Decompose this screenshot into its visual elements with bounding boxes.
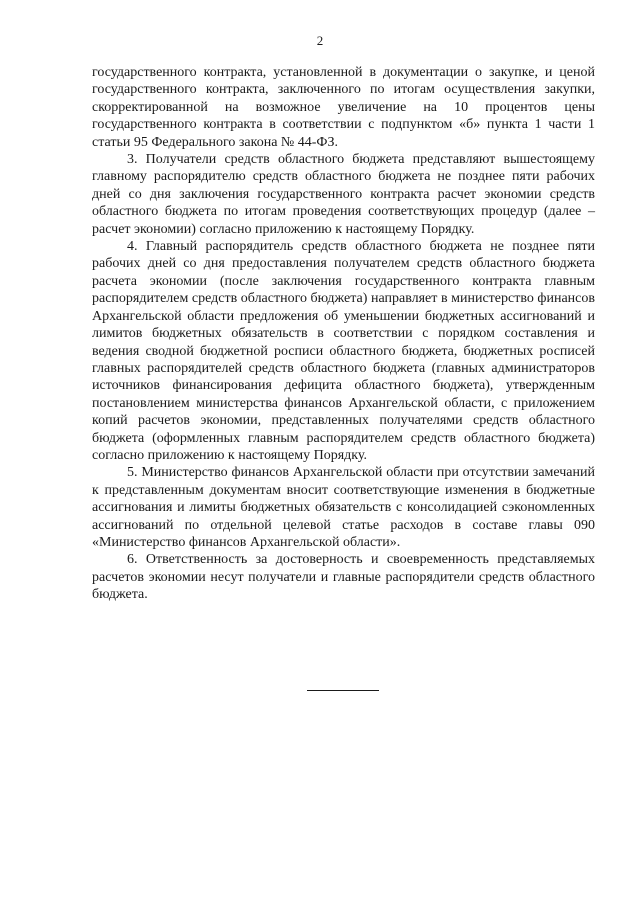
paragraph-continuation: государственного контракта, установленной в документации о закупке, и ценой государственного контракта, заключенного по итогам осуществления закупки, скорректированной на возможное увеличение на 10 процентов цены государственного контракта в соответствии с подпунктом «б» пункта 1 части 1 статьи 95 Федерального закона № 44-ФЗ. xyxy=(92,65,595,150)
paragraph-item-6: 6. Ответственность за достоверность и своевременность представляемых расчетов экономии несут получатели и главные распорядители средств областного бюджета. xyxy=(92,552,595,603)
paragraph-item-4: 4. Главный распорядитель средств областного бюджета не позднее пяти рабочих дней со дня предоставления получателем средств областного бюджета расчета экономии (после заключения государственного контракта главным распорядителем средств областного бюджета) направляет в министерство финансов Архангельской области предложения об уменьшении бюджетных ассигнований и лимитов бюджетных обязательств в соответствии с порядком составления и ведения сводной бюджетной росписи областного бюджета, бюджетных росписей главных распорядителей средств областного бюджета (главных администраторов источников финансирования дефицита областного бюджета), утвержденным постановлением министерства финансов Архангельской области, с приложением копий расчетов экономии, представленных получателями средств областного бюджета (оформленных главным распорядителем средств областного бюджета) согласно приложению к настоящему Порядку. xyxy=(92,239,595,463)
end-separator-line xyxy=(307,690,379,691)
page-number: 2 xyxy=(316,33,324,48)
paragraph-item-5: 5. Министерство финансов Архангельской области при отсутствии замечаний к представленным документам вносит соответствующие изменения в бюджетные ассигнования и лимиты бюджетных обязательств с консолидацией сэкономленных ассигнований по отдельной целевой статье расходов в составе главы 090 «Министерство финансов Архангельской области». xyxy=(92,465,595,550)
paragraph-item-3: 3. Получатели средств областного бюджета представляют вышестоящему главному распорядителю средств областного бюджета не позднее пяти рабочих дней со дня заключения государственного контракта расчет экономии средств областного бюджета по итогам проведения соответствующих процедур (далее – расчет экономии) согласно приложению к настоящему Порядку. xyxy=(92,152,595,237)
document-body xyxy=(92,64,595,604)
